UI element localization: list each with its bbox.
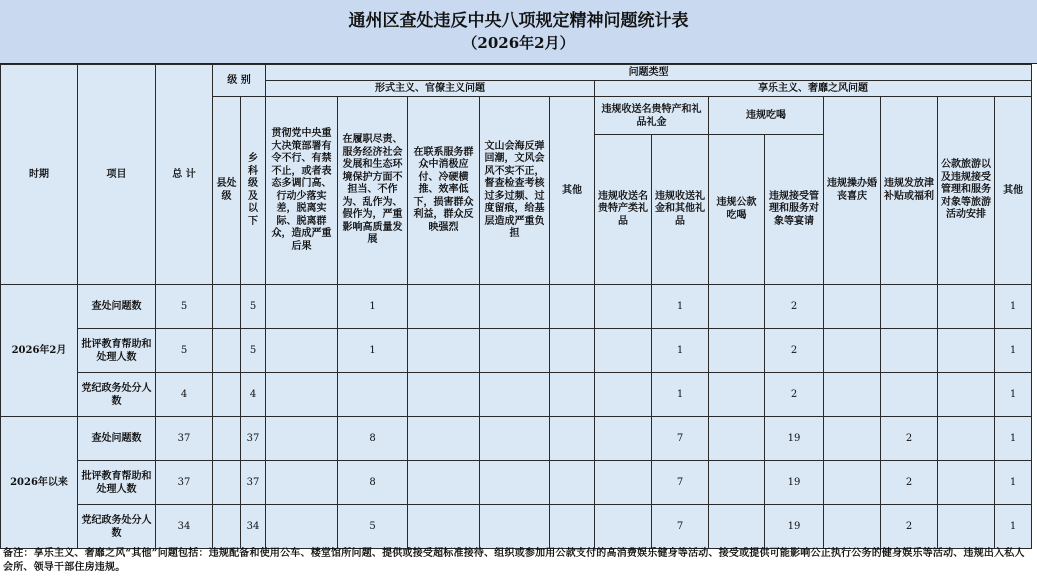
header-hedonism: 享乐主义、奢靡之风问题	[595, 81, 1032, 97]
title-banner	[0, 0, 1037, 64]
cell-f4	[480, 373, 550, 417]
cell-h-subsidy	[881, 329, 938, 373]
cell-h-gift-spec	[595, 505, 652, 549]
cell-f3	[408, 329, 480, 373]
cell-h-gift-money: 1	[652, 373, 709, 417]
cell-h-subsidy: 2	[881, 417, 938, 461]
cell-h-weddings	[824, 373, 881, 417]
cell-h-public-dining	[709, 505, 765, 549]
cell-h-travel	[938, 329, 995, 373]
cell-f-other	[550, 505, 595, 549]
cell-total: 5	[156, 329, 213, 373]
cell-total: 5	[156, 285, 213, 329]
cell-f3	[408, 285, 480, 329]
period-label: 2026年以来	[1, 417, 78, 549]
cell-f3	[408, 417, 480, 461]
table-row	[1, 461, 1032, 505]
row-item-label: 批评教育帮助和处理人数	[78, 461, 156, 505]
table-row	[1, 285, 1032, 329]
cell-h-public-dining	[709, 285, 765, 329]
cell-f4	[480, 329, 550, 373]
table-row	[1, 505, 1032, 549]
cell-f1	[266, 505, 338, 549]
cell-h-gift-money: 7	[652, 461, 709, 505]
cell-h-travel	[938, 373, 995, 417]
cell-h-public-dining	[709, 461, 765, 505]
header-travel: 公款旅游以及违规接受管理和服务对象等旅游活动安排	[938, 97, 995, 285]
cell-h-travel	[938, 461, 995, 505]
header-level: 级 别	[213, 65, 266, 97]
header-formalism-other: 其他	[550, 97, 595, 285]
page-title: 通州区查处违反中央八项规定精神问题统计表	[348, 11, 689, 31]
statistics-table	[0, 64, 1032, 549]
table-row	[1, 329, 1032, 373]
cell-h-weddings	[824, 461, 881, 505]
cell-h-public-dining	[709, 329, 765, 373]
cell-township: 4	[241, 373, 266, 417]
cell-f-other	[550, 461, 595, 505]
cell-h-travel	[938, 417, 995, 461]
footnote: 备注：享乐主义、奢靡之风“其他”问题包括：违规配备和使用公车、楼堂馆所问题、提供或接受超标准接待、组织或参加用公款支付的高消费娱乐健身等活动、接受或提供可能影响公正执行公务的健身娱乐等活动、违规出入私人会所、领导干部住房违规。	[3, 548, 1025, 573]
cell-county	[213, 285, 241, 329]
cell-total: 4	[156, 373, 213, 417]
cell-f1	[266, 461, 338, 505]
cell-township: 5	[241, 329, 266, 373]
header-public-dining: 违规公款吃喝	[709, 135, 765, 285]
header-total: 总 计	[156, 65, 213, 285]
cell-township: 37	[241, 417, 266, 461]
row-item-label: 党纪政务处分人数	[78, 373, 156, 417]
cell-h-gift-money: 1	[652, 329, 709, 373]
header-accept-dining: 违规接受管理和服务对象等宴请	[765, 135, 824, 285]
cell-f-other	[550, 329, 595, 373]
cell-h-travel	[938, 285, 995, 329]
cell-h-weddings	[824, 285, 881, 329]
cell-h-accept-dining: 2	[765, 373, 824, 417]
cell-f3	[408, 505, 480, 549]
header-gift-specialty: 违规收送名贵特产类礼品	[595, 135, 652, 285]
row-item-label: 党纪政务处分人数	[78, 505, 156, 549]
cell-h-other: 1	[995, 329, 1032, 373]
cell-county	[213, 329, 241, 373]
cell-township: 37	[241, 461, 266, 505]
cell-f4	[480, 461, 550, 505]
cell-f4	[480, 285, 550, 329]
cell-h-subsidy: 2	[881, 505, 938, 549]
cell-f2: 1	[338, 285, 408, 329]
header-gift-money: 违规收送礼金和其他礼品	[652, 135, 709, 285]
cell-county	[213, 373, 241, 417]
cell-f2: 8	[338, 417, 408, 461]
cell-h-weddings	[824, 417, 881, 461]
cell-h-other: 1	[995, 285, 1032, 329]
cell-f4	[480, 505, 550, 549]
header-item: 项目	[78, 65, 156, 285]
table-row	[1, 373, 1032, 417]
cell-f-other	[550, 285, 595, 329]
header-subsidy: 违规发放津补贴或福利	[881, 97, 938, 285]
row-item-label: 查处问题数	[78, 417, 156, 461]
cell-f2: 8	[338, 461, 408, 505]
cell-h-gift-spec	[595, 285, 652, 329]
cell-h-gift-money: 1	[652, 285, 709, 329]
cell-h-subsidy: 2	[881, 461, 938, 505]
header-township-level: 乡科级及以下	[241, 97, 266, 285]
cell-h-other: 1	[995, 461, 1032, 505]
header-county-level: 县处级	[213, 97, 241, 285]
cell-county	[213, 461, 241, 505]
header-dining-group: 违规吃喝	[709, 97, 824, 135]
period-label: 2026年2月	[1, 285, 78, 417]
row-item-label: 批评教育帮助和处理人数	[78, 329, 156, 373]
cell-f1	[266, 373, 338, 417]
cell-township: 34	[241, 505, 266, 549]
cell-h-accept-dining: 2	[765, 329, 824, 373]
cell-f2: 5	[338, 505, 408, 549]
header-gift-group: 违规收送名贵特产和礼品礼金	[595, 97, 709, 135]
cell-total: 37	[156, 417, 213, 461]
cell-total: 34	[156, 505, 213, 549]
cell-h-accept-dining: 19	[765, 505, 824, 549]
cell-total: 37	[156, 461, 213, 505]
cell-h-gift-spec	[595, 373, 652, 417]
table-row	[1, 417, 1032, 461]
header-hedonism-other: 其他	[995, 97, 1032, 285]
cell-f3	[408, 461, 480, 505]
cell-h-other: 1	[995, 505, 1032, 549]
header-f3: 在联系服务群众中消极应付、冷硬横推、效率低下，损害群众利益，群众反映强烈	[408, 97, 480, 285]
header-f1: 贯彻党中央重大决策部署有令不行、有禁不止，或者表态多调门高、行动少落实差，脱离实际、脱离群众，造成严重后果	[266, 97, 338, 285]
header-formalism: 形式主义、官僚主义问题	[266, 81, 595, 97]
cell-f4	[480, 417, 550, 461]
header-problem-type: 问题类型	[266, 65, 1032, 81]
cell-township: 5	[241, 285, 266, 329]
header-f2: 在履职尽责、服务经济社会发展和生态环境保护方面不担当、不作为、乱作为、假作为，严重影响高质量发展	[338, 97, 408, 285]
cell-h-other: 1	[995, 417, 1032, 461]
cell-f-other	[550, 417, 595, 461]
cell-f1	[266, 329, 338, 373]
cell-h-travel	[938, 505, 995, 549]
cell-h-gift-money: 7	[652, 505, 709, 549]
cell-h-gift-spec	[595, 417, 652, 461]
cell-county	[213, 505, 241, 549]
cell-h-subsidy	[881, 285, 938, 329]
cell-h-accept-dining: 2	[765, 285, 824, 329]
cell-h-other: 1	[995, 373, 1032, 417]
cell-h-weddings	[824, 505, 881, 549]
cell-h-gift-spec	[595, 329, 652, 373]
header-f4: 文山会海反弹回潮，文风会风不实不正，督查检查考核过多过频、过度留痕，给基层造成严重负担	[480, 97, 550, 285]
page-subtitle: （2026年2月）	[462, 34, 575, 52]
cell-f2	[338, 373, 408, 417]
cell-h-accept-dining: 19	[765, 417, 824, 461]
cell-h-gift-money: 7	[652, 417, 709, 461]
header-weddings: 违规操办婚丧喜庆	[824, 97, 881, 285]
cell-h-gift-spec	[595, 461, 652, 505]
cell-h-public-dining	[709, 373, 765, 417]
cell-h-weddings	[824, 329, 881, 373]
cell-county	[213, 417, 241, 461]
header-period: 时期	[1, 65, 78, 285]
row-item-label: 查处问题数	[78, 285, 156, 329]
cell-f1	[266, 285, 338, 329]
cell-f1	[266, 417, 338, 461]
cell-h-accept-dining: 19	[765, 461, 824, 505]
cell-f3	[408, 373, 480, 417]
cell-f-other	[550, 373, 595, 417]
cell-h-public-dining	[709, 417, 765, 461]
cell-h-subsidy	[881, 373, 938, 417]
cell-f2: 1	[338, 329, 408, 373]
